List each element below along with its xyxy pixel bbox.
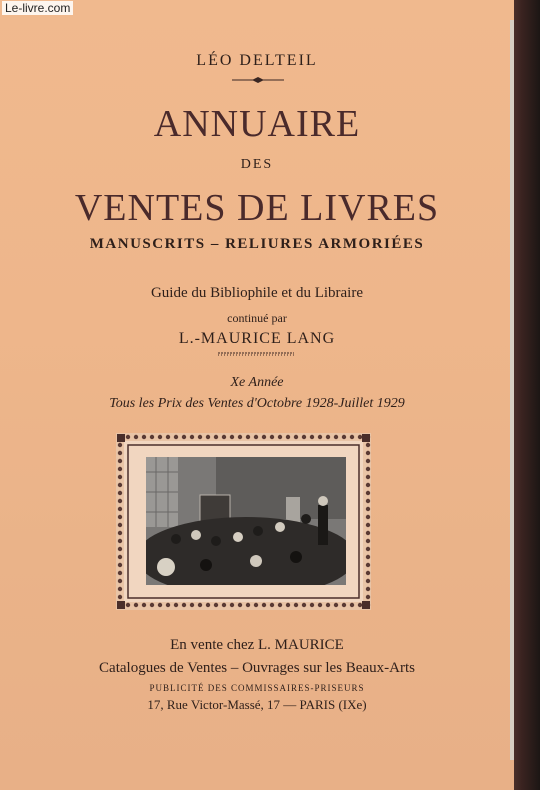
title-ventes-de-livres: VENTES DE LIVRES [74,187,440,229]
guide-line: Guide du Bibliophile et du Libraire [150,285,364,301]
price-period: Tous les Prix des Ventes d'Octobre 1928-Juillet 1929 [109,396,405,411]
auction-room-photo [146,457,346,585]
title-annuaire: ANNUAIRE [153,103,361,145]
book-spine [514,0,540,790]
author-name: LÉO DELTEIL [196,52,318,69]
watermark: Le-livre.com [2,1,73,15]
continued-by: continué par [227,311,287,325]
title-des: DES [240,157,274,172]
address-line: 17, Rue Victor-Massé, 17 — PARIS (IXe) [147,697,367,712]
catalog-line: Catalogues de Ventes – Ouvrages sur les Beaux-Arts [99,660,415,676]
edition-year: Xe Année [230,375,284,390]
ornament-divider [232,77,284,83]
continuer-name: L.-MAURICE LANG [178,330,336,347]
publicity-line: PUBLICITÉ DES COMMISSAIRES-PRISEURS [149,683,365,693]
publisher-line: En vente chez L. MAURICE [170,637,344,653]
decorative-rule [218,352,294,356]
subtitle: MANUSCRITS – RELIURES ARMORIÉES [89,236,425,252]
